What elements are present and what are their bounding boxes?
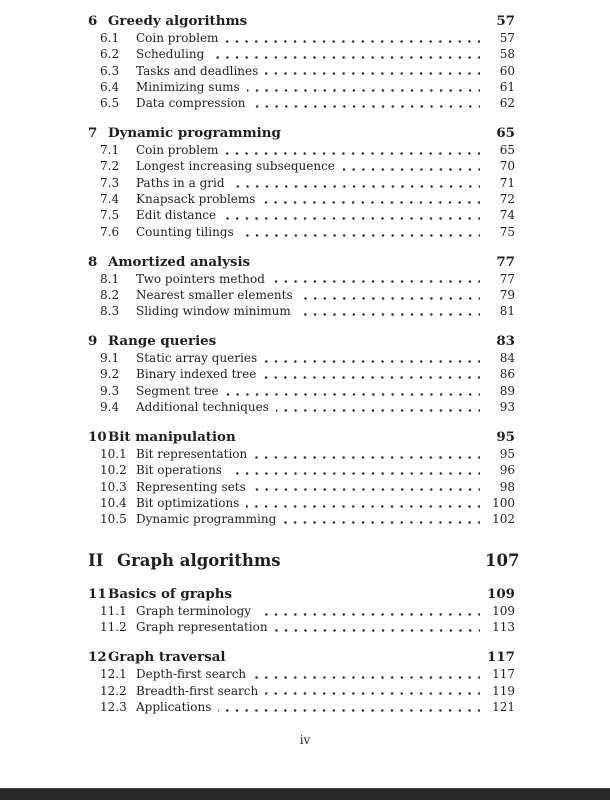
dot-leader — [223, 217, 480, 220]
entry-number: 7.2 — [100, 159, 120, 174]
dot-leader — [258, 613, 480, 616]
entry-number: 9.4 — [100, 400, 120, 415]
dot-leader — [298, 313, 480, 316]
entry-title: Coin problem — [136, 31, 219, 45]
entry-title: Coin problem — [136, 143, 219, 158]
entry-number: 6 — [88, 13, 98, 29]
toc-section-row[interactable] — [88, 366, 515, 382]
dot-leader — [300, 297, 480, 300]
entry-page-number: 58 — [499, 47, 515, 62]
entry-page-number: 107 — [485, 550, 520, 570]
entry-page-number: 79 — [499, 287, 515, 302]
entry-number: 9 — [88, 333, 98, 350]
toc-chapter-block — [88, 253, 515, 320]
toc-section-row[interactable] — [88, 383, 515, 399]
entry-title: Bit manipulation — [108, 428, 236, 445]
toc-section-row[interactable] — [88, 95, 515, 111]
entry-page-number: 86 — [499, 367, 515, 382]
dot-leader — [232, 185, 481, 188]
entry-page-number: 57 — [496, 13, 515, 29]
toc-section-row[interactable] — [88, 224, 515, 240]
toc-part-row[interactable] — [88, 549, 520, 573]
toc-section-row[interactable] — [88, 683, 515, 699]
toc-chapter-block — [88, 124, 515, 240]
page-number-footer: iv — [299, 733, 311, 747]
toc-section-row[interactable] — [88, 271, 515, 287]
toc-section-row[interactable] — [88, 479, 515, 495]
entry-title: Longest increasing subsequence — [136, 159, 335, 174]
toc-section-row[interactable] — [88, 191, 515, 207]
entry-title: Bit optimizations — [136, 495, 240, 510]
entry-number: 6.4 — [100, 79, 120, 94]
entry-page-number: 77 — [496, 253, 515, 270]
entry-title: Data compression — [136, 96, 246, 111]
entry-page-number: 121 — [492, 699, 515, 714]
entry-number: 6.1 — [100, 31, 120, 45]
entry-page-number: 81 — [499, 304, 515, 319]
toc-section-row[interactable] — [88, 287, 515, 303]
entry-number: 12 — [88, 649, 107, 666]
entry-number: 10.3 — [100, 479, 127, 494]
dot-leader — [283, 521, 480, 524]
dot-leader — [225, 40, 480, 43]
dot-leader — [342, 168, 480, 171]
dot-leader — [211, 56, 480, 59]
dot-leader — [226, 393, 480, 396]
entry-number: 7.5 — [100, 208, 120, 223]
toc-section-row[interactable] — [88, 699, 515, 715]
entry-number: 10 — [88, 428, 107, 445]
entry-title: Dynamic programming — [108, 125, 281, 142]
dot-leader — [225, 152, 480, 155]
entry-title: Graph algorithms — [117, 550, 281, 570]
toc-chapter-row[interactable] — [88, 332, 515, 350]
entry-title: Amortized analysis — [108, 253, 251, 270]
entry-title: Graph representation — [136, 620, 268, 635]
entry-number: 12.3 — [100, 699, 127, 714]
entry-title: Additional techniques — [136, 400, 269, 415]
entry-page-number: 65 — [499, 143, 515, 158]
dot-leader — [272, 280, 480, 283]
entry-page-number: 109 — [487, 586, 515, 603]
entry-page-number: 70 — [499, 159, 515, 174]
dot-leader — [276, 409, 480, 412]
entry-number: 7 — [88, 125, 98, 142]
entry-title: Minimizing sums — [136, 79, 240, 94]
entry-title: Dynamic programming — [136, 512, 277, 527]
entry-page-number: 93 — [499, 400, 515, 415]
toc-section-row[interactable] — [88, 79, 515, 95]
toc-section-row[interactable] — [88, 399, 515, 415]
dot-leader — [253, 488, 480, 491]
bottom-bar — [0, 788, 610, 800]
entry-number: 10.2 — [100, 463, 127, 478]
entry-page-number: 95 — [499, 446, 515, 461]
toc-chapter-row[interactable] — [88, 648, 515, 666]
toc-section-row[interactable] — [88, 158, 515, 174]
toc-section-row[interactable] — [88, 511, 515, 527]
dot-leader — [254, 456, 480, 459]
entry-page-number: 102 — [492, 512, 515, 527]
entry-title: Static array queries — [136, 351, 258, 366]
entry-title: Scheduling — [136, 47, 205, 62]
dot-leader — [229, 472, 480, 475]
toc-section-row[interactable] — [88, 46, 515, 62]
dot-leader — [262, 201, 480, 204]
entry-page-number: 74 — [499, 208, 515, 223]
toc-part-block — [88, 549, 520, 573]
entry-title: Breadth-first search — [136, 683, 259, 698]
toc-section-row[interactable] — [88, 175, 515, 191]
entry-page-number: 65 — [496, 125, 515, 142]
entry-page-number: 95 — [496, 428, 515, 445]
toc-section-row[interactable] — [88, 350, 515, 366]
entry-title: Basics of graphs — [108, 586, 233, 603]
entry-number: 9.2 — [100, 367, 120, 382]
entry-number: 12.1 — [100, 667, 127, 682]
entry-number: 11 — [88, 586, 107, 603]
entry-title: Graph terminology — [136, 604, 252, 619]
entry-page-number: 61 — [499, 79, 515, 94]
dot-leader — [253, 676, 480, 679]
entry-page-number: 96 — [499, 463, 515, 478]
toc-section-row[interactable] — [88, 207, 515, 223]
entry-title: Graph traversal — [108, 649, 226, 666]
entry-number: 7.1 — [100, 143, 120, 158]
entry-title: Binary indexed tree — [136, 367, 257, 382]
dot-leader — [246, 505, 480, 508]
entry-number: 12.2 — [100, 683, 127, 698]
toc-section-row[interactable] — [88, 63, 515, 79]
entry-number: II — [88, 550, 104, 570]
entry-title: Knapsack problems — [136, 192, 256, 207]
entry-number: 7.4 — [100, 192, 120, 207]
entry-page-number: 109 — [492, 604, 515, 619]
entry-page-number: 98 — [499, 479, 515, 494]
entry-title: Edit distance — [136, 208, 217, 223]
entry-number: 6.3 — [100, 63, 120, 78]
toc-chapter-block — [88, 332, 515, 415]
toc-section-row[interactable] — [88, 462, 515, 478]
dot-leader — [241, 234, 480, 237]
entry-title: Bit representation — [136, 446, 248, 461]
entry-number: 10.1 — [100, 446, 127, 461]
entry-page-number: 89 — [499, 383, 515, 398]
entry-number: 9.3 — [100, 383, 120, 398]
toc-chapter-block — [88, 12, 515, 112]
entry-title: Counting tilings — [136, 224, 234, 239]
toc-section-row[interactable] — [88, 446, 515, 462]
entry-number: 6.2 — [100, 47, 120, 62]
toc-chapter-row[interactable] — [88, 253, 515, 271]
toc-section-row[interactable] — [88, 30, 515, 46]
toc-section-row[interactable] — [88, 619, 515, 635]
dot-leader — [253, 105, 480, 108]
entry-page-number: 100 — [492, 495, 515, 510]
toc-section-row[interactable] — [88, 666, 515, 682]
entry-page-number: 113 — [492, 620, 515, 635]
entry-title: Range queries — [108, 333, 217, 350]
entry-title: Two pointers method — [136, 271, 265, 286]
dot-leader — [247, 89, 480, 92]
toc-section-row[interactable] — [88, 495, 515, 511]
entry-page-number: 71 — [499, 175, 515, 190]
entry-title: Depth-first search — [136, 667, 247, 682]
toc-chapter-block — [88, 585, 515, 636]
entry-page-number: 62 — [499, 96, 515, 111]
entry-page-number: 83 — [496, 333, 515, 350]
toc-section-row[interactable] — [88, 303, 515, 319]
entry-number: 10.4 — [100, 495, 127, 510]
dot-leader — [264, 360, 480, 363]
entry-title: Applications — [136, 699, 212, 714]
dot-leader — [275, 629, 480, 632]
entry-title: Nearest smaller elements — [136, 287, 293, 302]
toc-chapter-row[interactable] — [88, 585, 515, 603]
dot-leader — [218, 709, 480, 712]
entry-page-number: 119 — [492, 683, 515, 698]
entry-number: 8.2 — [100, 287, 120, 302]
entry-page-number: 77 — [499, 271, 515, 286]
entry-page-number: 75 — [499, 224, 515, 239]
entry-page-number: 57 — [499, 31, 515, 45]
dot-leader — [263, 376, 480, 379]
entry-number: 8.3 — [100, 304, 120, 319]
toc-section-row[interactable] — [88, 603, 515, 619]
toc-chapter-row[interactable] — [88, 124, 515, 142]
toc-chapter-row[interactable] — [88, 428, 515, 446]
entry-number: 8 — [88, 253, 98, 270]
entry-title: Segment tree — [136, 383, 219, 398]
entry-number: 6.5 — [100, 96, 120, 111]
entry-number: 8.1 — [100, 271, 120, 286]
entry-number: 11.1 — [100, 604, 127, 619]
dot-leader — [265, 692, 480, 695]
entry-title: Sliding window minimum — [136, 304, 291, 319]
entry-number: 7.6 — [100, 224, 120, 239]
entry-page-number: 60 — [499, 63, 515, 78]
dot-leader — [265, 72, 480, 75]
entry-page-number: 84 — [499, 351, 515, 366]
entry-title: Tasks and deadlines — [136, 63, 259, 78]
entry-title: Bit operations — [136, 463, 222, 478]
entry-title: Greedy algorithms — [108, 13, 248, 29]
entry-page-number: 117 — [487, 649, 515, 666]
toc-chapter-block — [88, 428, 515, 528]
entry-number: 11.2 — [100, 620, 127, 635]
entry-page-number: 117 — [492, 667, 515, 682]
entry-number: 9.1 — [100, 351, 120, 366]
toc-chapter-block — [88, 648, 515, 715]
entry-number: 7.3 — [100, 175, 120, 190]
toc-section-row[interactable] — [88, 142, 515, 158]
toc-chapter-row[interactable] — [88, 12, 515, 30]
entry-number: 10.5 — [100, 512, 127, 527]
entry-title: Paths in a grid — [136, 175, 225, 190]
entry-title: Representing sets — [136, 479, 246, 494]
entry-page-number: 72 — [499, 192, 515, 207]
table-of-contents — [88, 12, 520, 715]
